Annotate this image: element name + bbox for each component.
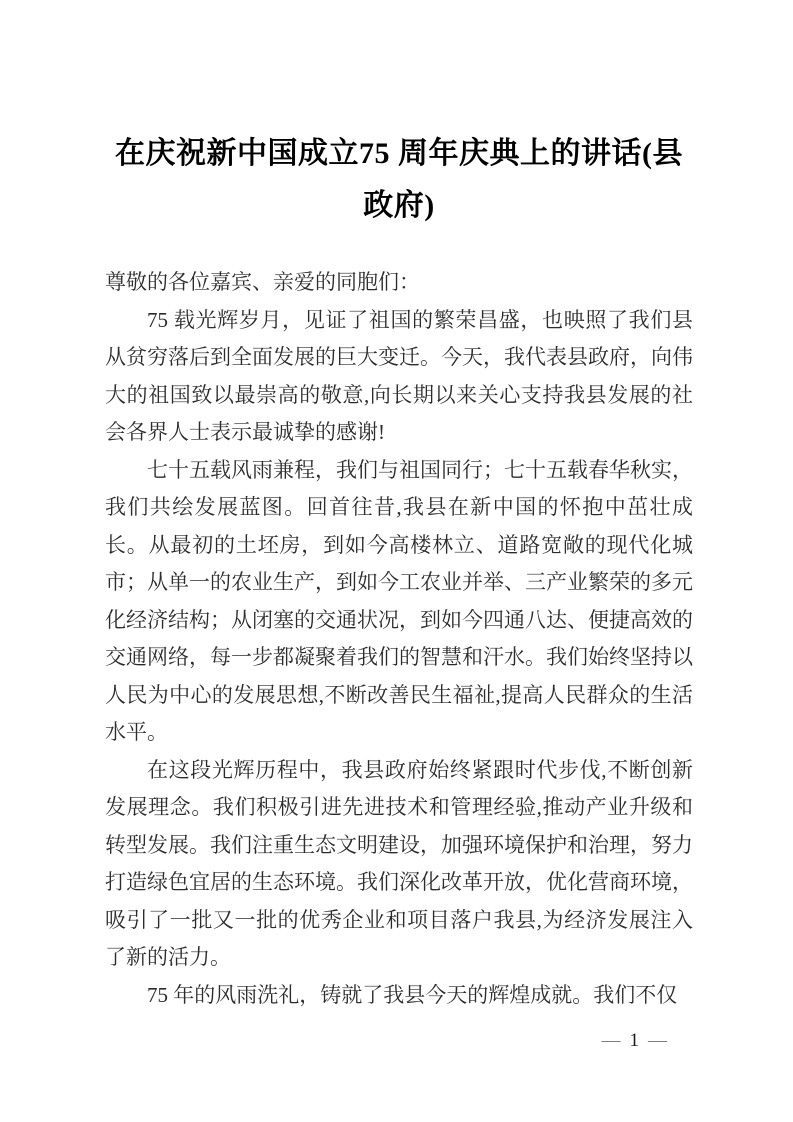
document-body <box>105 264 693 1014</box>
paragraph: 75 载光辉岁月，见证了祖国的繁荣昌盛，也映照了我们县从贫穷落后到全面发展的巨大变迁。今天，我代表县政府，向伟大的祖国致以最崇高的敬意,向长期以来关心支持我县发展的社会各界人士表示最诚挚的感谢! <box>105 307 693 444</box>
paragraph: 在这段光辉历程中，我县政府始终紧跟时代步伐,不断创新发展理念。我们积极引进先进技术和管理经验,推动产业升级和转型发展。我们注重生态文明建设，加强环境保护和治理，努力打造绿色宜居的生态环境。我们深化改革开放，优化营商环境，吸引了一批又一批的优秀企业和项目落户我县,为经济发展注入了新的活力。 <box>105 757 693 969</box>
document-title: 在庆祝新中国成立75 周年庆典上的讲话(县政府) <box>115 137 683 222</box>
page-number-dash-left: — <box>601 1030 621 1051</box>
page-number-dash-right: — <box>648 1030 667 1051</box>
page-number <box>602 1030 668 1052</box>
paragraph: 七十五载风雨兼程，我们与祖国同行；七十五载春华秋实，我们共绘发展蓝图。回首往昔,我县在新中国的怀抱中茁壮成长。从最初的土坯房，到如今高楼林立、道路宽敞的现代化城市；从单一的农业生产，到如今工农业并举、三产业繁荣的多元化经济结构；从闭塞的交通状况，到如今四通八达、便捷高效的交通网络，每一步都凝聚着我们的智慧和汗水。我们始终坚持以人民为中心的发展思想,不断改善民生福祉,提高人民群众的生活水平。 <box>105 457 693 744</box>
page-number-value: 1 <box>629 1030 639 1051</box>
paragraph: 75 年的风雨洗礼，铸就了我县今天的辉煌成就。我们不仅 <box>147 982 678 1007</box>
salutation-line: 尊敬的各位嘉宾、亲爱的同胞们： <box>105 270 420 294</box>
